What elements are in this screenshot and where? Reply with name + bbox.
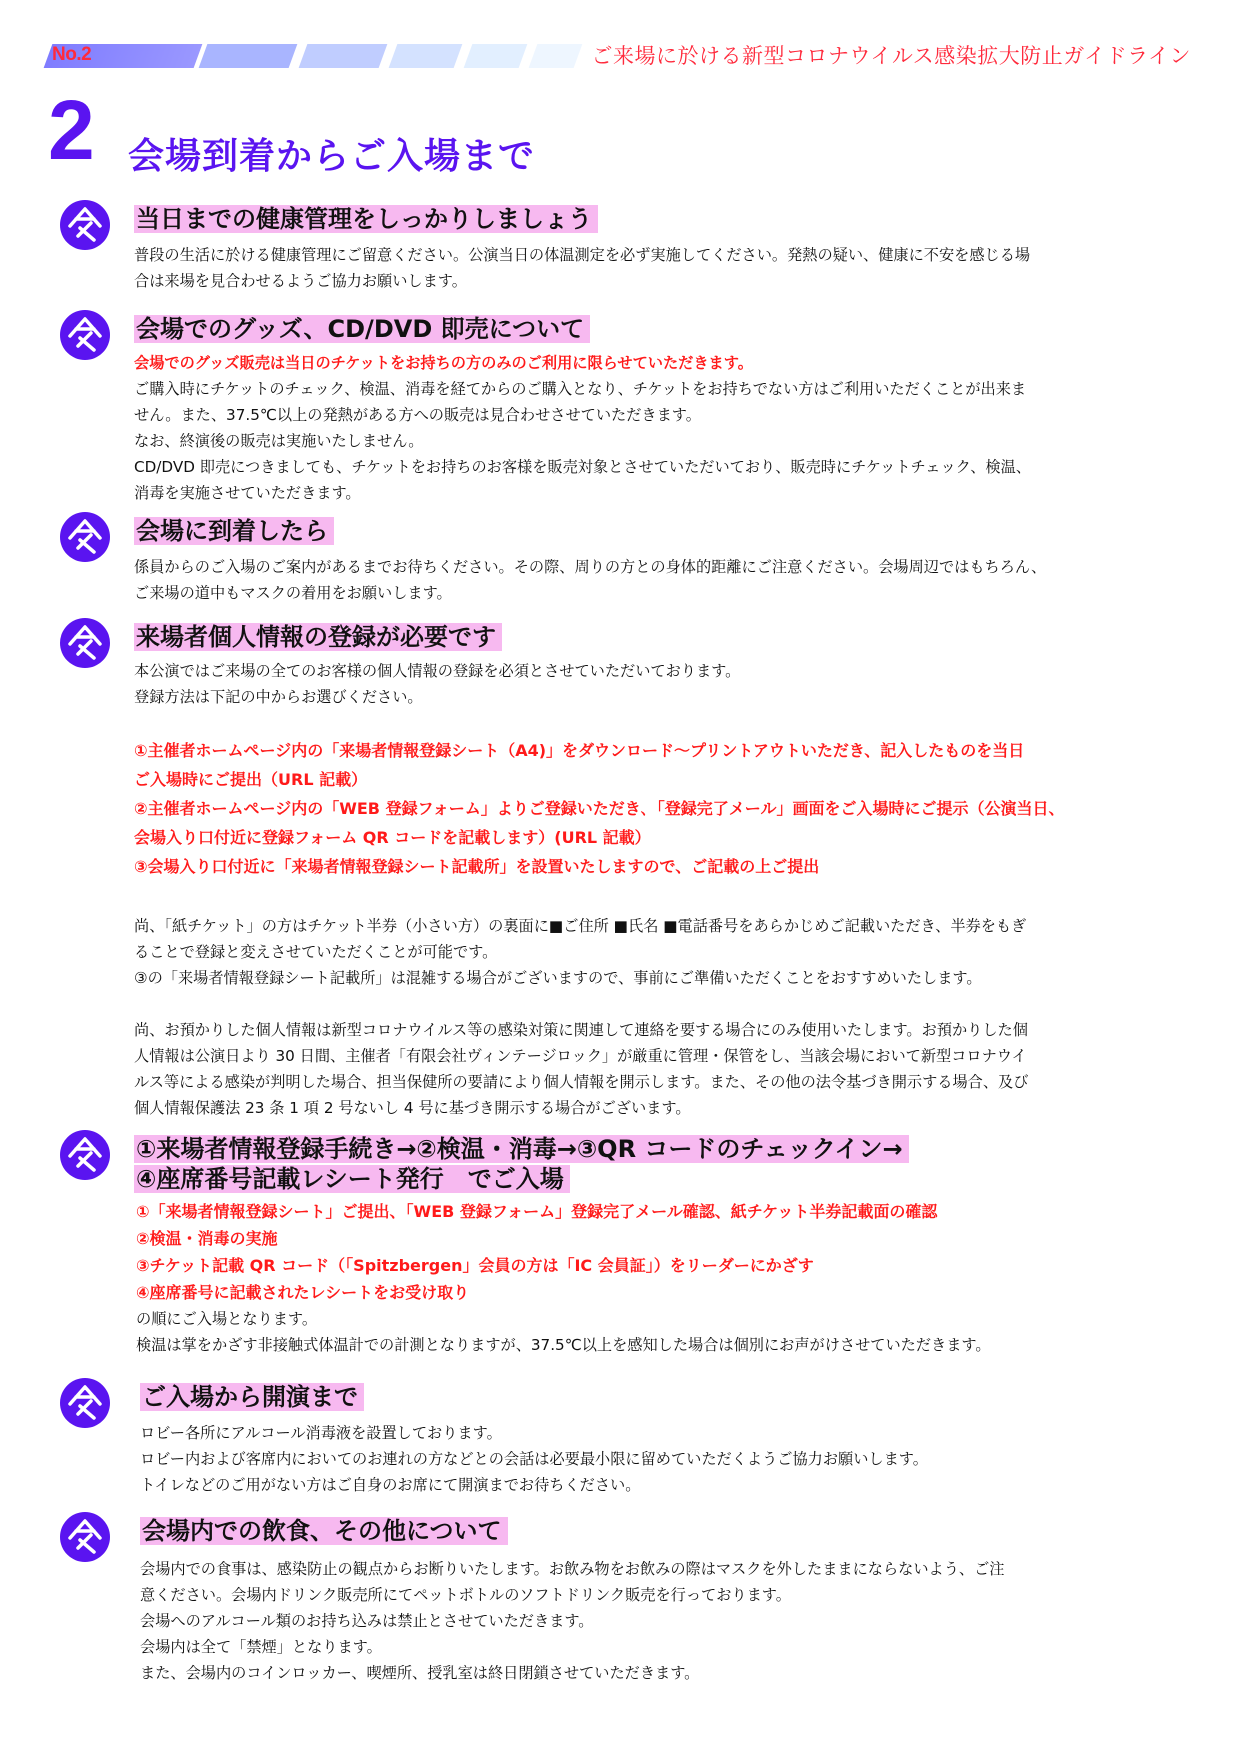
section-title: 会場到着からご入場まで [128, 136, 536, 177]
person-badge-icon [60, 618, 110, 668]
item-body: 係員からのご入場のご案内があるまでお待ちください。その際、周りの方との身体的距離にご注意ください。会場周辺ではもちろん、 ご来場の道中もマスクの着用をお願いします。 [134, 558, 1047, 602]
person-badge-icon [60, 1512, 110, 1562]
page-number: No.2 [52, 44, 92, 65]
item-heading: ご入場から開演まで [140, 1382, 364, 1412]
person-badge-icon [60, 200, 110, 250]
item-body: 普段の生活に於ける健康管理にご留意ください。公演当日の体温測定を必ず実施してください。発熱の疑い、健康に不安を感じる場 合は来場を見合わせるようご協力お願いします。 [134, 246, 1031, 290]
item-heading: ①来場者情報登録手続き→②検温・消毒→③QR コードのチェックイン→ ④座席番号記載レシート発行 でご入場 [134, 1134, 909, 1194]
document-title: ご来場に於ける新型コロナウイルス感染拡大防止ガイドライン [591, 44, 1191, 68]
item-heading: 会場に到着したら [134, 516, 334, 546]
item-body: 会場内での食事は、感染防止の観点からお断りいたします。お飲み物をお飲みの際はマスクを外したままにならないよう、ご注 意ください。会場内ドリンク販売所にてペットボトルのソフトドリンク販売を行っております。 会場へのアルコール類のお持ち込みは禁止とさせていただきます。 会場内は全て「禁煙」となります。 また、会場内のコインロッカー、喫煙所、授乳室は終日閉鎖させていただきます。 [140, 1560, 1005, 1682]
item-heading: 会場内での飲食、その他について [140, 1516, 508, 1546]
item-heading: 会場でのグッズ、CD/DVD 即売について [134, 314, 590, 344]
person-badge-icon [60, 512, 110, 562]
item-body: 本公演ではご来場の全てのお客様の個人情報の登録を必須とさせていただいております。 登録方法は下記の中からお選びください。 ①主催者ホームページ内の「来場者情報登録シート（A4)」をダウンロード〜プリントアウトいただき、記入したものを当日 ご入場時にご提出（URL 記載） ②主催者ホームページ内の「WEB 登録フォーム」よりご登録いただき､「登録完了メール」画面をご入場時にご提示（公演当日、 会場入り口付近に登録フォーム QR コードを記載します）(URL 記載） ③会場入り口付近に「来場者情報登録シート記載所」を設置いたしますので、ご記載の上ご提出 尚、「紙チケット」の方はチケット半券（小さい方）の裏面に■ご住所 ■氏名 ■電話番号をあらかじめご記載いただき、半券をもぎ ることで登録と変えさせていただくことが可能です。 ③の「来場者情報登録シート記載所」は混雑する場合がございますので、事前にご準備いただくことをおすすめいたします。 尚、お預かりした個人情報は新型コロナウイルス等の感染対策に関連して連絡を要する場合にのみ使用いたします。お預かりした個 人情報は公演日より 30 日間、主催者「有限会社ヴィンテージロック」が厳重に管理・保管をし、当該会場において新型コロナウイ ルス等による感染が判明した場合、担当保健所の要請により個人情報を開示します。また、その他の法令基づき開示する場合、及び 個人情報保護法 23 条 1 項 2 号ないし 4 号に基づき開示する場合がございます。 [134, 662, 1065, 1117]
item-heading: 来場者個人情報の登録が必要です [134, 622, 502, 652]
item-body: ロビー各所にアルコール消毒液を設置しております。 ロビー内および客席内においてのお連れの方などとの会話は必要最小限に留めていただくようご協力お願いします。 トイレなどのご用がない方はご自身のお席にて開演までお待ちください。 [140, 1424, 928, 1494]
item-heading: 当日までの健康管理をしっかりしましょう [134, 204, 598, 234]
person-badge-icon [60, 310, 110, 360]
section-number: 2 [48, 83, 95, 177]
person-badge-icon [60, 1378, 110, 1428]
item-body: ①「来場者情報登録シート」ご提出、「WEB 登録フォーム」登録完了メール確認、紙チケット半券記載面の確認 ②検温・消毒の実施 ③チケット記載 QR コード（「Spitzbergen」会員の方は「IC 会員証」）をリーダーにかざす ④座席番号に記載されたレシートをお受け取り の順にご入場となります。 検温は掌をかざす非接触式体温計での計測となりますが、37.5℃以上を感知した場合は個別にお声がけさせていただきます。 [136, 1202, 991, 1354]
person-badge-icon [60, 1130, 110, 1180]
item-body: 会場でのグッズ販売は当日のチケットをお持ちの方のみのご利用に限らせていただきます。 ご購入時にチケットのチェック、検温、消毒を経てからのご購入となり、チケットをお持ちでない方はご利用いただくことが出来ま せん。また、37.5℃以上の発熱がある方への販売は見合わせさせていただきます。 なお、終演後の販売は実施いたしません。 CD/DVD 即売につきましても、チケットをお持ちのお客様を販売対象とさせていただいており、販売時にチケットチェック、検温、 消毒を実施させていただきます。 [134, 354, 1031, 502]
header-gradient-bar [48, 44, 568, 68]
